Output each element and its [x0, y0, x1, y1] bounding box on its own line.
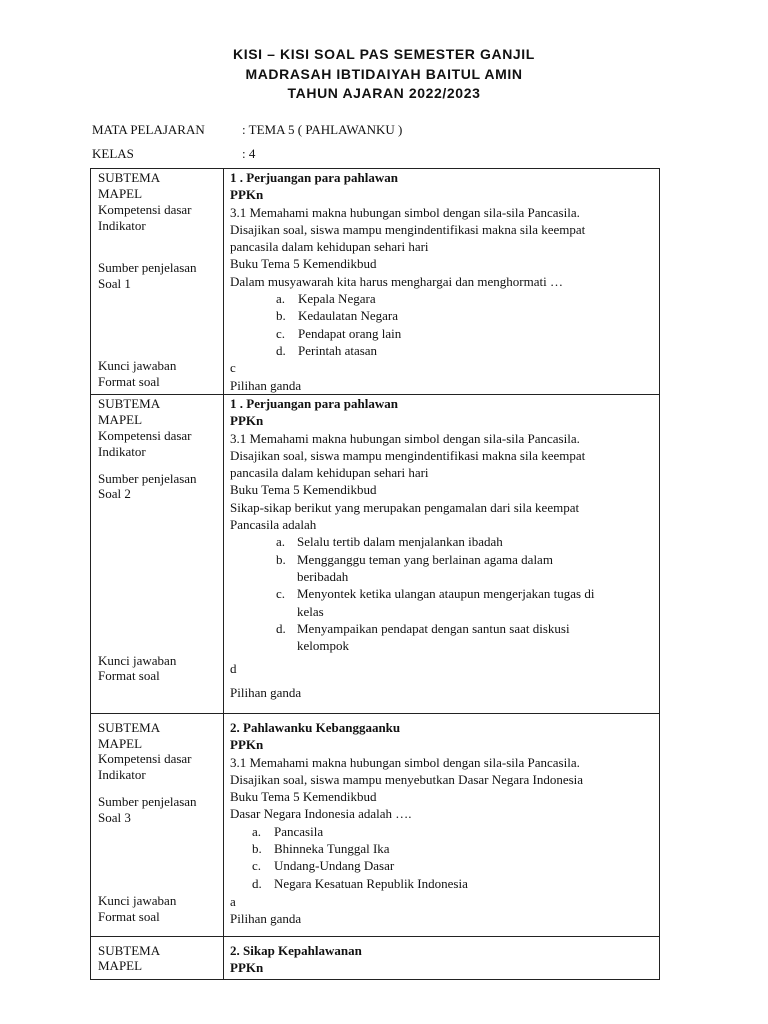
- subtema-value: 2. Pahlawanku Kebanggaanku: [230, 720, 401, 735]
- mapel-value: PPKn: [230, 960, 264, 976]
- subtema-value: 2. Sikap Kepahlawanan: [230, 943, 362, 958]
- format-value: Pilihan ganda: [230, 377, 302, 393]
- label-kunci: Kunci jawaban: [98, 893, 177, 908]
- kunci-value: a: [230, 893, 236, 909]
- option-marker: c.: [276, 325, 286, 341]
- option-text: Undang-Undang Dasar: [274, 858, 395, 874]
- document-title: [0, 45, 768, 104]
- question-grid-table: [90, 168, 660, 980]
- sumber-value: Buku Tema 5 Kemendikbud: [230, 789, 377, 805]
- content-cell: [224, 714, 660, 937]
- label-cell: [91, 937, 224, 980]
- indikator-line-2: pancasila dalam kehidupan sehari hari: [230, 239, 429, 255]
- option-text: Pancasila: [274, 823, 324, 839]
- option-text: Mengganggu teman yang berlainan agama dalam: [297, 551, 553, 567]
- kd-value: 3.1 Memahami makna hubungan simbol dengan sila-sila Pancasila.: [230, 430, 580, 446]
- option-marker: c.: [252, 858, 262, 874]
- kunci-value: d: [230, 661, 237, 677]
- option-text: Kepala Negara: [298, 291, 376, 307]
- option-text: Perintah atasan: [298, 342, 378, 358]
- option-text: Negara Kesatuan Republik Indonesia: [274, 875, 468, 891]
- options-list: [230, 823, 653, 892]
- subject-value: : TEMA 5 ( PAHLAWANKU ): [242, 122, 403, 137]
- question-row: [91, 714, 660, 937]
- option-item: [230, 551, 653, 586]
- label-format: Format soal: [98, 374, 160, 389]
- label-soal: Soal 2: [98, 486, 131, 501]
- option-text: Bhinneka Tunggal Ika: [274, 841, 390, 857]
- class-value: : 4: [242, 146, 256, 161]
- subtema-value: 1 . Perjuangan para pahlawan: [230, 170, 398, 185]
- title-line-1: KISI – KISI SOAL PAS SEMESTER GANJIL: [233, 46, 535, 62]
- options-list: [230, 290, 653, 359]
- label-format: Format soal: [98, 909, 160, 924]
- title-line-2: MADRASAH IBTIDAIYAH BAITUL AMIN: [245, 65, 523, 82]
- option-marker: a.: [276, 291, 286, 307]
- label-indikator: Indikator: [98, 218, 146, 233]
- option-item: [230, 840, 653, 857]
- option-marker: b.: [276, 308, 286, 324]
- label-sumber: Sumber penjelasan: [98, 794, 197, 809]
- kunci-value: c: [230, 360, 236, 376]
- option-item: [230, 620, 653, 655]
- option-text-cont: kelas: [297, 603, 324, 619]
- label-kompetensi: Kompetensi dasar: [98, 751, 192, 766]
- kd-value: 3.1 Memahami makna hubungan simbol dengan sila-sila Pancasila.: [230, 754, 580, 770]
- class-row: [92, 145, 255, 162]
- option-text: Menyampaikan pendapat dengan santun saat diskusi: [297, 620, 570, 636]
- option-item: [230, 325, 653, 342]
- option-text-cont: kelompok: [297, 638, 349, 654]
- option-marker: d.: [252, 875, 262, 891]
- label-cell: [91, 395, 224, 714]
- option-text: Kedaulatan Negara: [298, 308, 398, 324]
- option-item: [230, 875, 653, 892]
- question-stem: Dasar Negara Indonesia adalah ….: [230, 806, 412, 822]
- label-mapel: MAPEL: [98, 736, 143, 751]
- format-value: Pilihan ganda: [230, 911, 302, 927]
- label-sumber: Sumber penjelasan: [98, 471, 197, 486]
- sumber-value: Buku Tema 5 Kemendikbud: [230, 256, 377, 272]
- option-marker: b.: [252, 841, 262, 857]
- class-label: KELAS: [92, 146, 134, 161]
- label-cell: [91, 169, 224, 395]
- option-item: [230, 823, 653, 840]
- option-item: [230, 307, 653, 324]
- option-marker: c.: [276, 586, 286, 602]
- mapel-value: PPKn: [230, 413, 264, 429]
- question-row: [91, 937, 660, 980]
- label-kunci: Kunci jawaban: [98, 358, 177, 373]
- mapel-value: PPKn: [230, 737, 264, 753]
- indikator-line-1: Disajikan soal, siswa mampu mengindentifikasi makna sila keempat: [230, 221, 586, 237]
- question-row: [91, 395, 660, 714]
- label-indikator: Indikator: [98, 767, 146, 782]
- option-text: Selalu tertib dalam menjalankan ibadah: [297, 534, 503, 550]
- option-marker: a.: [276, 534, 286, 550]
- question-stem-line-2: Pancasila adalah: [230, 517, 317, 533]
- question-stem-line-1: Sikap-sikap berikut yang merupakan pengamalan dari sila keempat: [230, 499, 580, 515]
- label-mapel: MAPEL: [98, 186, 143, 201]
- label-indikator: Indikator: [98, 444, 146, 459]
- option-item: [230, 342, 653, 359]
- subtema-value: 1 . Perjuangan para pahlawan: [230, 396, 398, 411]
- option-marker: b.: [276, 551, 286, 567]
- subject-row: [92, 121, 402, 138]
- indikator-line-2: pancasila dalam kehidupan sehari hari: [230, 465, 429, 481]
- subject-label: MATA PELAJARAN: [92, 122, 205, 137]
- label-kompetensi: Kompetensi dasar: [98, 202, 192, 217]
- label-format: Format soal: [98, 668, 160, 683]
- indikator-line-1: Disajikan soal, siswa mampu mengindentifikasi makna sila keempat: [230, 447, 586, 463]
- option-text: Pendapat orang lain: [298, 325, 402, 341]
- label-soal: Soal 1: [98, 276, 131, 291]
- label-kompetensi: Kompetensi dasar: [98, 428, 192, 443]
- option-item: [230, 290, 653, 307]
- format-value: Pilihan ganda: [230, 684, 302, 700]
- label-subtema: SUBTEMA: [98, 943, 161, 958]
- label-kunci: Kunci jawaban: [98, 653, 177, 668]
- option-item: [230, 533, 653, 550]
- option-item: [230, 857, 653, 874]
- option-item: [230, 585, 653, 620]
- options-list: [230, 533, 653, 654]
- title-line-3: TAHUN AJARAN 2022/2023: [287, 85, 481, 101]
- option-text: Menyontek ketika ulangan ataupun mengerjakan tugas di: [297, 586, 595, 602]
- option-marker: a.: [252, 823, 262, 839]
- option-marker: d.: [276, 342, 286, 358]
- label-soal: Soal 3: [98, 810, 131, 825]
- question-row: [91, 169, 660, 395]
- label-mapel: MAPEL: [98, 412, 143, 427]
- sumber-value: Buku Tema 5 Kemendikbud: [230, 482, 377, 498]
- option-marker: d.: [276, 620, 286, 636]
- label-subtema: SUBTEMA: [98, 170, 161, 185]
- option-text-cont: beribadah: [297, 568, 349, 584]
- label-subtema: SUBTEMA: [98, 396, 161, 411]
- kd-value: 3.1 Memahami makna hubungan simbol dengan sila-sila Pancasila.: [230, 204, 580, 220]
- label-mapel: MAPEL: [98, 958, 143, 973]
- content-cell: [224, 395, 660, 714]
- content-cell: [224, 169, 660, 395]
- content-cell: [224, 937, 660, 980]
- mapel-value: PPKn: [230, 187, 264, 203]
- label-subtema: SUBTEMA: [98, 720, 161, 735]
- label-cell: [91, 714, 224, 937]
- question-stem: Dalam musyawarah kita harus menghargai dan menghormati …: [230, 273, 563, 289]
- indikator-line-1: Disajikan soal, siswa mampu menyebutkan Dasar Negara Indonesia: [230, 771, 584, 787]
- label-sumber: Sumber penjelasan: [98, 260, 197, 275]
